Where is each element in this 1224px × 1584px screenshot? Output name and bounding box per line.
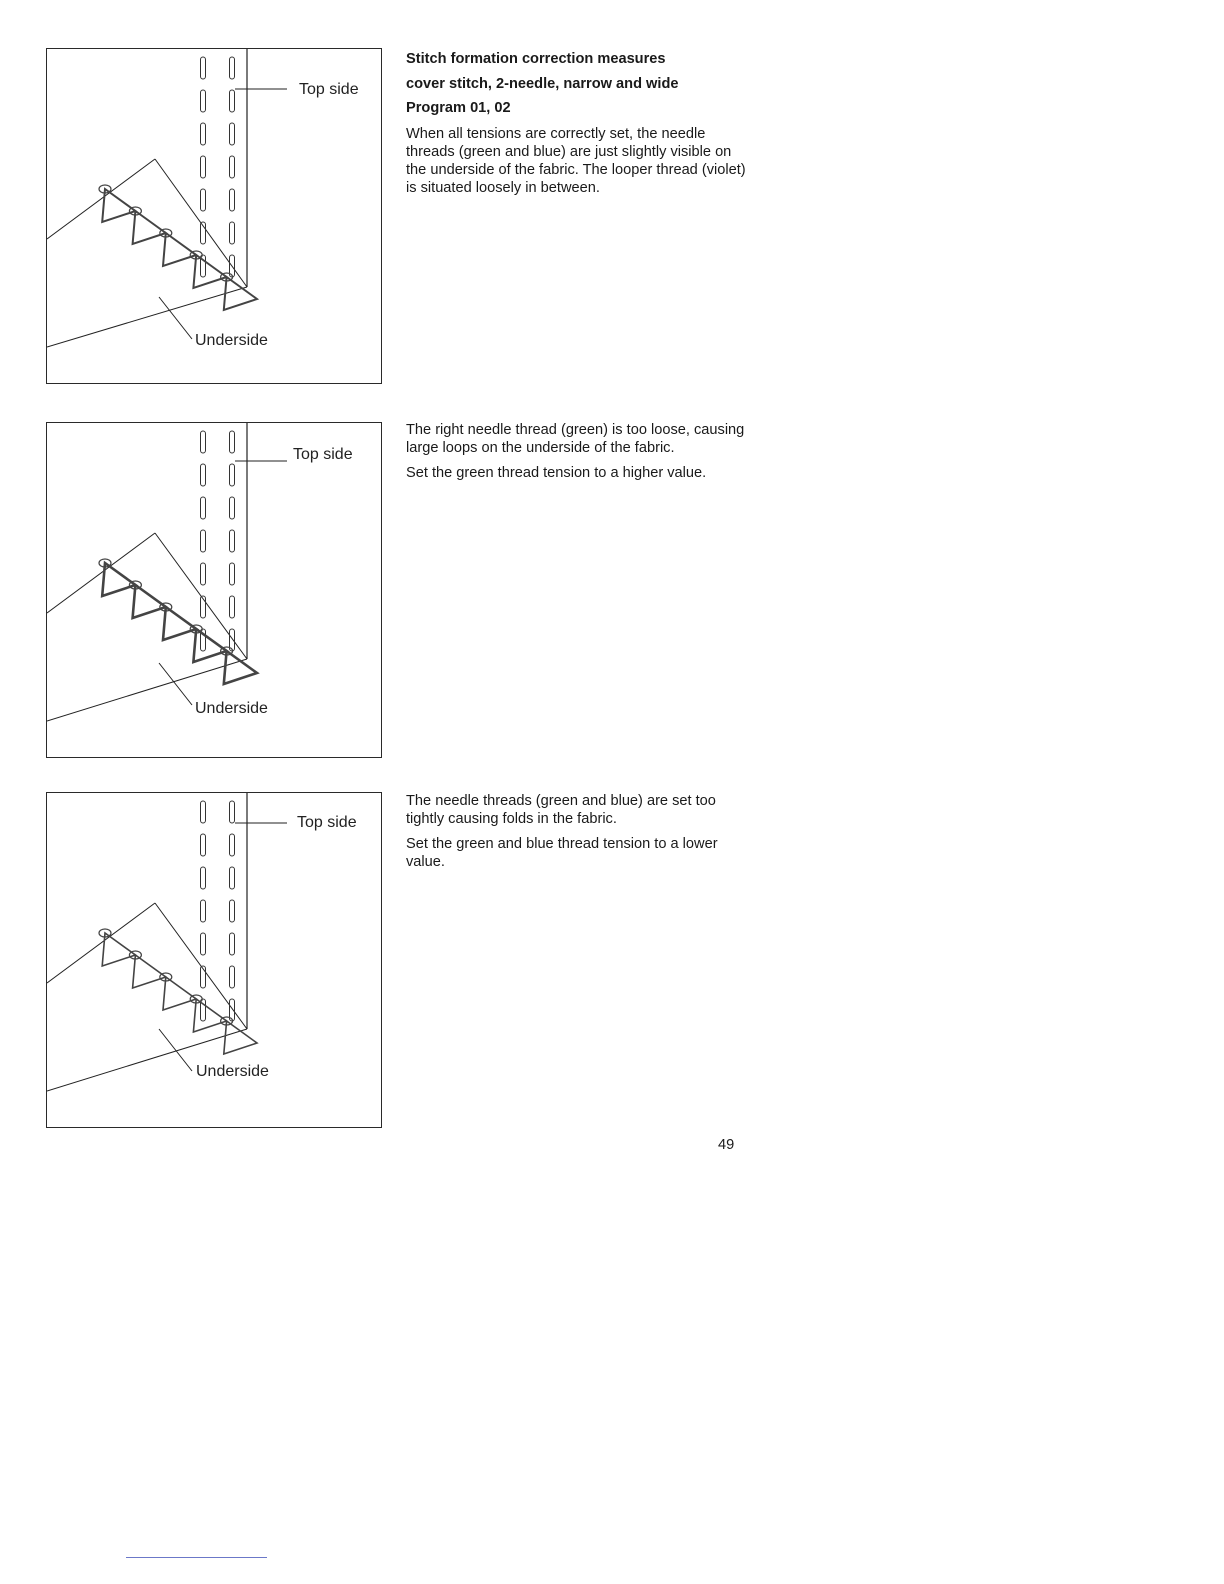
needle-stitch-mark <box>230 530 235 552</box>
body-paragraph: The right needle thread (green) is too loose, causing large loops on the underside of the fabric. <box>406 422 745 456</box>
needle-stitch-mark <box>230 189 235 211</box>
fabric-flap-edge <box>47 159 155 239</box>
body-paragraph: The needle threads (green and blue) are set too tightly causing folds in the fabric. <box>406 793 716 827</box>
needle-stitch-mark <box>201 530 206 552</box>
needle-stitch-mark <box>230 156 235 178</box>
section-tight-needle-threads <box>406 792 746 878</box>
looper-stitch-loop <box>193 255 226 288</box>
needle-stitch-mark <box>201 497 206 519</box>
needle-stitch-mark <box>230 57 235 79</box>
needle-stitch-mark <box>230 563 235 585</box>
underside-label: Underside <box>196 1063 269 1080</box>
illustration-tight-needle-threads <box>46 792 382 1128</box>
looper-stitch-loop <box>163 977 196 1010</box>
underside-leader <box>159 297 192 339</box>
looper-stitch-loop <box>193 629 226 662</box>
section-correct-tension <box>406 47 746 204</box>
underside-label: Underside <box>195 332 268 349</box>
top-side-label: Top side <box>293 446 353 463</box>
looper-stitch-loop <box>133 211 166 244</box>
needle-stitch-mark <box>230 966 235 988</box>
looper-stitch-loop <box>133 955 166 988</box>
top-side-label: Top side <box>299 81 359 98</box>
needle-stitch-mark <box>201 156 206 178</box>
needle-stitch-mark <box>230 801 235 823</box>
needle-stitch-mark <box>230 222 235 244</box>
fabric-bottom-edge <box>47 1029 247 1091</box>
needle-stitch-mark <box>201 563 206 585</box>
needle-stitch-mark <box>201 900 206 922</box>
underside-label: Underside <box>195 700 268 717</box>
needle-stitch-mark <box>230 867 235 889</box>
needle-stitch-mark <box>230 834 235 856</box>
looper-stitch-loop <box>193 999 226 1032</box>
needle-stitch-mark <box>230 431 235 453</box>
body-paragraph: Set the green thread tension to a higher value. <box>406 465 707 481</box>
needle-stitch-mark <box>201 57 206 79</box>
needle-stitch-mark <box>201 189 206 211</box>
looper-stitch-loop <box>133 585 166 618</box>
needle-stitch-mark <box>201 90 206 112</box>
body-paragraph: Set the green and blue thread tension to a lower value. <box>406 836 718 870</box>
needle-stitch-mark <box>230 933 235 955</box>
program-heading: Program 01, 02 <box>406 100 511 116</box>
bottom-rule <box>126 1557 267 1558</box>
needle-stitch-mark <box>201 431 206 453</box>
underside-leader <box>159 663 192 705</box>
looper-stitch-loop <box>163 233 196 266</box>
needle-stitch-mark <box>230 497 235 519</box>
needle-stitch-mark <box>230 900 235 922</box>
top-side-label: Top side <box>297 814 357 831</box>
fabric-flap-edge <box>47 533 155 613</box>
section-subheading: cover stitch, 2-needle, narrow and wide <box>406 75 679 92</box>
section-loose-green-thread <box>406 421 746 489</box>
underside-leader <box>159 1029 192 1071</box>
page-number: 49 <box>718 1137 735 1153</box>
needle-stitch-mark <box>201 123 206 145</box>
needle-stitch-mark <box>201 867 206 889</box>
needle-stitch-mark <box>201 933 206 955</box>
section-heading: Stitch formation correction measures <box>406 51 666 67</box>
needle-stitch-mark <box>201 801 206 823</box>
looper-stitch-loop <box>163 607 196 640</box>
needle-stitch-mark <box>230 90 235 112</box>
needle-stitch-mark <box>230 123 235 145</box>
needle-stitch-mark <box>230 596 235 618</box>
needle-stitch-mark <box>201 464 206 486</box>
body-paragraph: When all tensions are correctly set, the needle threads (green and blue) are just slightly visible on the underside of the fabric. The looper thread (violet) is situated loosely in between. <box>406 125 746 196</box>
illustration-correct-tension <box>46 48 382 384</box>
needle-stitch-mark <box>230 464 235 486</box>
fabric-flap-edge <box>47 903 155 983</box>
looper-stitch-loop <box>224 1021 257 1054</box>
illustration-loose-green-thread <box>46 422 382 758</box>
looper-stitch-loop <box>224 277 257 310</box>
looper-stitch-loop <box>224 651 257 684</box>
needle-stitch-mark <box>201 834 206 856</box>
